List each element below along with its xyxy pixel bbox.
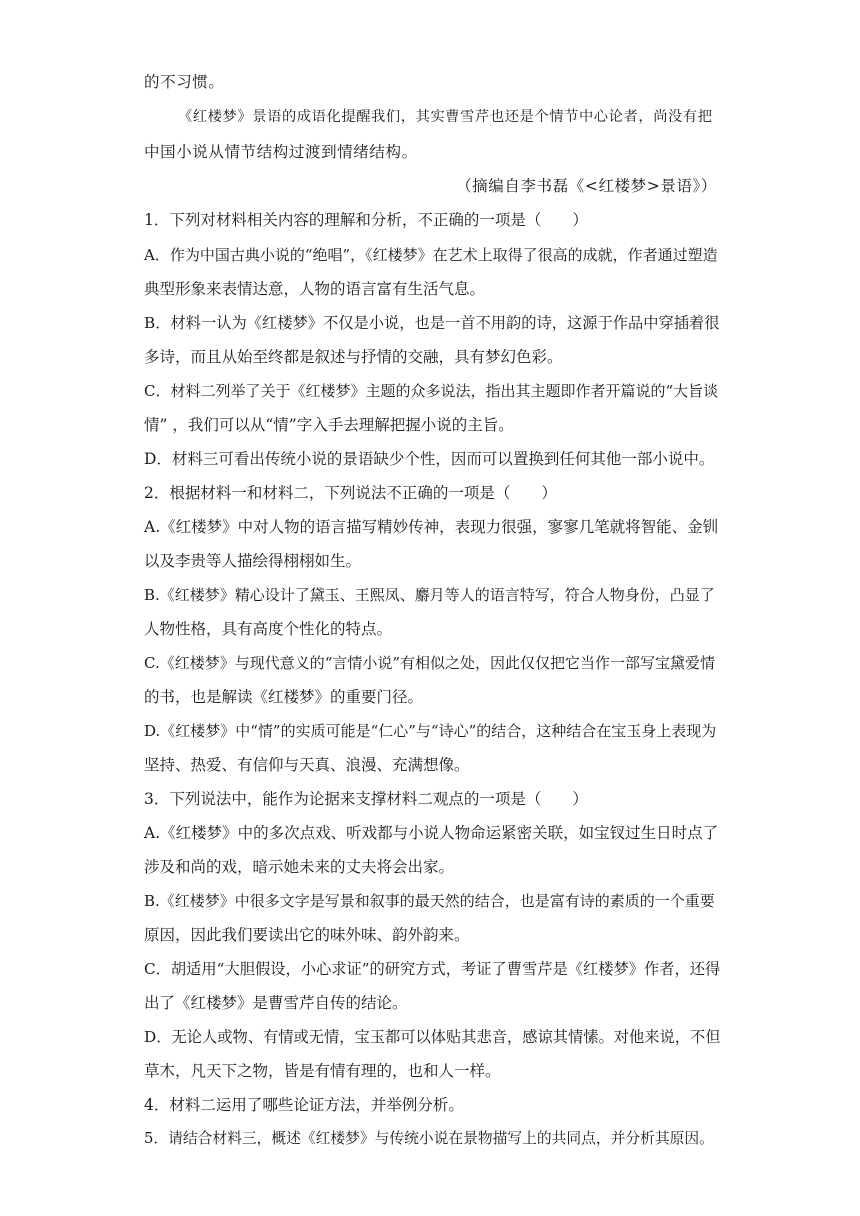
passage-tail: 的不习惯。 [144,73,225,91]
question-2-option-c-line-2: 的书，也是解读《红楼梦》的重要门径。 [144,688,424,706]
question-3-option-c-line-2: 出了《红楼梦》是曹雪芹自传的结论。 [144,994,408,1012]
question-1-option-b-line-2: 多诗，而且从始至终都是叙述与抒情的交融，具有梦幻色彩。 [144,348,563,366]
question-2-stem: 2．根据材料一和材料二，下列说法不正确的一项是（ ） [144,484,557,502]
question-1-option-a-line-1: A．作为中国古典小说的“绝唱”，《红楼梦》在艺术上取得了很高的成就，作者通过塑造 [144,246,718,264]
question-3-option-d-line-2: 草木，凡天下之物，皆是有情有理的，也和人一样。 [144,1062,501,1080]
question-1-stem: 1．下列对材料相关内容的理解和分析，不正确的一项是（ ） [144,211,588,229]
question-3-option-a-line-2: 涉及和尚的戏，暗示她未来的丈夫将会出家。 [144,858,455,876]
question-2-option-a-line-2: 以及李贵等人描绘得栩栩如生。 [144,552,362,570]
passage-paragraph-line-1: 《红楼梦》景语的成语化提醒我们，其实曹雪芹也还是个情节中心论者，尚没有把 [178,109,713,125]
question-2-option-c-line-1: C.《红楼梦》与现代意义的“言情小说”有相似之处，因此仅仅把它当作一部写宝黛爱情 [144,654,716,672]
question-3-stem: 3．下列说法中，能作为论据来支撑材料二观点的一项是（ ） [144,790,588,808]
question-1-option-a-line-2: 典型形象来表情达意，人物的语言富有生活气息。 [144,280,486,298]
question-5-stem: 5．请结合材料三，概述《红楼梦》与传统小说在景物描写上的共同点，并分析其原因。 [144,1130,714,1147]
question-1-option-b-line-1: B．材料一认为《红楼梦》不仅是小说，也是一首不用韵的诗，这源于作品中穿插着很 [144,314,720,332]
question-3-option-b-line-1: B.《红楼梦》中很多文字是写景和叙事的最天然的结合，也是富有诗的素质的一个重要 [144,892,715,910]
source-citation: （摘编自李书磊《<红楼梦>景语》） [456,177,717,195]
question-3-option-d-line-1: D．无论人或物、有情或无情，宝玉都可以体贴其悲音，感谅其情愫。对他来说，不但 [144,1028,721,1046]
question-1-option-d-line-1: D．材料三可看出传统小说的景语缺少个性，因而可以置换到任何其他一部小说中。 [144,450,715,468]
question-4-stem: 4．材料二运用了哪些论证方法，并举例分析。 [144,1096,464,1114]
question-2-option-a-line-1: A.《红楼梦》中对人物的语言描写精妙传神，表现力很强，寥寥几笔就将智能、金钏 [144,518,719,536]
question-1-option-c-line-1: C．材料二列举了关于《红楼梦》主题的众多说法，指出其主题即作者开篇说的“大旨谈 [144,382,719,400]
question-3-option-b-line-2: 原因，因此我们要读出它的味外味、韵外韵来。 [144,926,470,944]
passage-paragraph-line-2: 中国小说从情节结构过渡到情绪结构。 [144,143,418,161]
question-3-option-a-line-1: A.《红楼梦》中的多次点戏、听戏都与小说人物命运紧密关联，如宝钗过生日时点了 [144,824,719,842]
question-2-option-b-line-2: 人物性格，具有高度个性化的特点。 [144,620,393,638]
question-1-option-c-line-2: 情” ，我们可以从“情”字入手去理解把握小说的主旨。 [144,416,514,434]
question-2-option-d-line-1: D.《红楼梦》中“情”的实质可能是“仁心”与“诗心”的结合，这种结合在宝玉身上表现为 [144,722,717,740]
question-2-option-b-line-1: B.《红楼梦》精心设计了黛玉、王熙凤、麝月等人的语言特写，符合人物身份，凸显了 [144,586,715,604]
question-2-option-d-line-2: 坚持、热爱、有信仰与天真、浪漫、充满想像。 [144,756,470,774]
question-3-option-c-line-1: C．胡适用“大胆假设，小心求证”的研究方式，考证了曹雪芹是《红楼梦》作者，还得 [144,960,721,978]
